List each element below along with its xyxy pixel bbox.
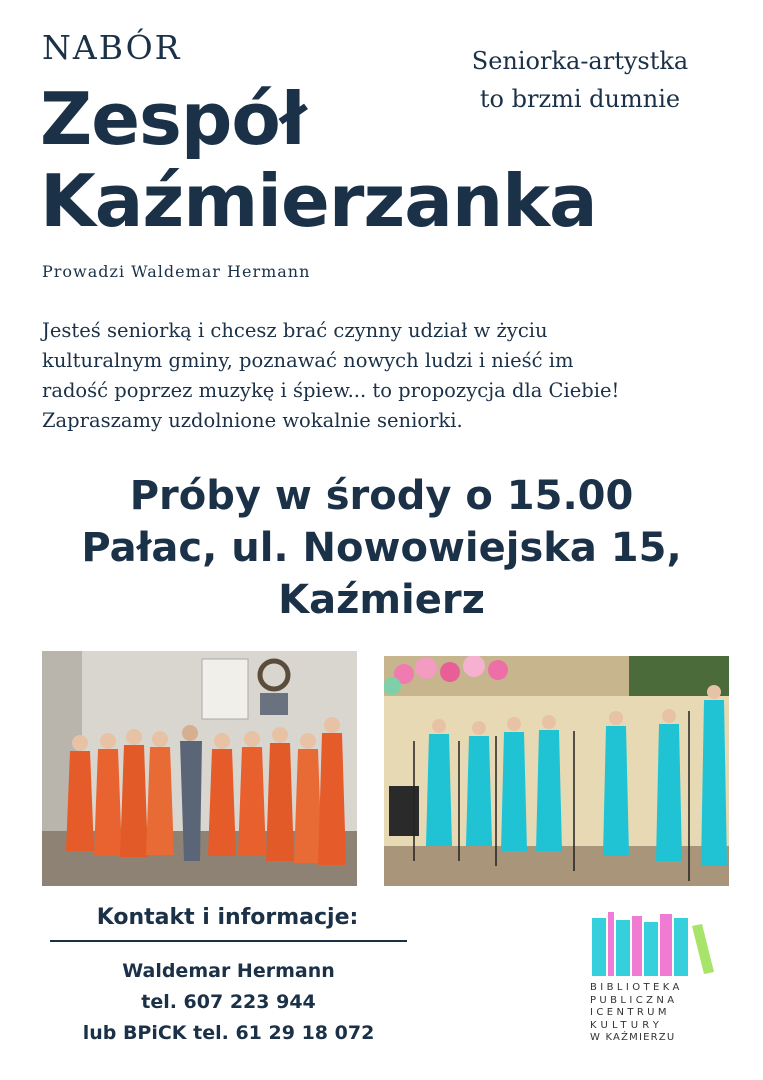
contact-name: Waldemar Hermann — [122, 960, 335, 982]
logo-line-4: KULTURY — [590, 1019, 664, 1031]
logo-line-1: BIBLIOTEKA — [590, 982, 683, 993]
rehearsal-line-3: Kaźmierz — [278, 577, 485, 623]
logo-line-2: PUBLICZNA — [590, 994, 678, 1006]
group-photo-orange-costumes-icon — [42, 651, 357, 886]
description-line-4: Zapraszamy uzdolnione wokalnie seniorki. — [42, 409, 463, 432]
rehearsal-line-2: Pałac, ul. Nowowiejska 15, — [81, 525, 682, 571]
rehearsal-line-1: Próby w środy o 15.00 — [129, 473, 634, 519]
contact-details — [50, 956, 407, 1049]
description — [42, 316, 742, 436]
title-line-1: Zespół — [40, 77, 306, 161]
contact-divider — [50, 940, 407, 942]
tagline-line-2: to brzmi dumnie — [479, 85, 681, 113]
ensemble-title — [40, 78, 597, 242]
title-line-2: Kaźmierzanka — [40, 159, 597, 243]
contact-heading: Kontakt i informacje: — [96, 905, 359, 930]
library-logo-books-icon — [588, 912, 720, 982]
description-line-2: kulturalnym gminy, poznawać nowych ludzi i nieść im — [42, 349, 574, 372]
library-logo-text — [590, 982, 718, 1045]
tagline-line-1: Seniorka-artystka — [471, 47, 689, 75]
description-line-1: Jesteś seniorką i chcesz brać czynny udział w życiu — [42, 319, 548, 342]
logo-line-5: W KAŹMIERZU — [590, 1032, 676, 1043]
contact-alt-phone: lub BPiCK tel. 61 29 18 072 — [82, 1022, 375, 1044]
contact-phone: tel. 607 223 944 — [141, 991, 316, 1013]
recruitment-label: NABÓR — [42, 28, 182, 67]
rehearsal-info — [0, 470, 763, 626]
group-photo-turquoise-stage-icon — [384, 656, 729, 886]
leader-line: Prowadzi Waldemar Hermann — [42, 262, 311, 281]
logo-line-3: ICENTRUM — [590, 1007, 670, 1018]
description-line-3: radość poprzez muzykę i śpiew... to propozycja dla Ciebie! — [42, 379, 620, 402]
